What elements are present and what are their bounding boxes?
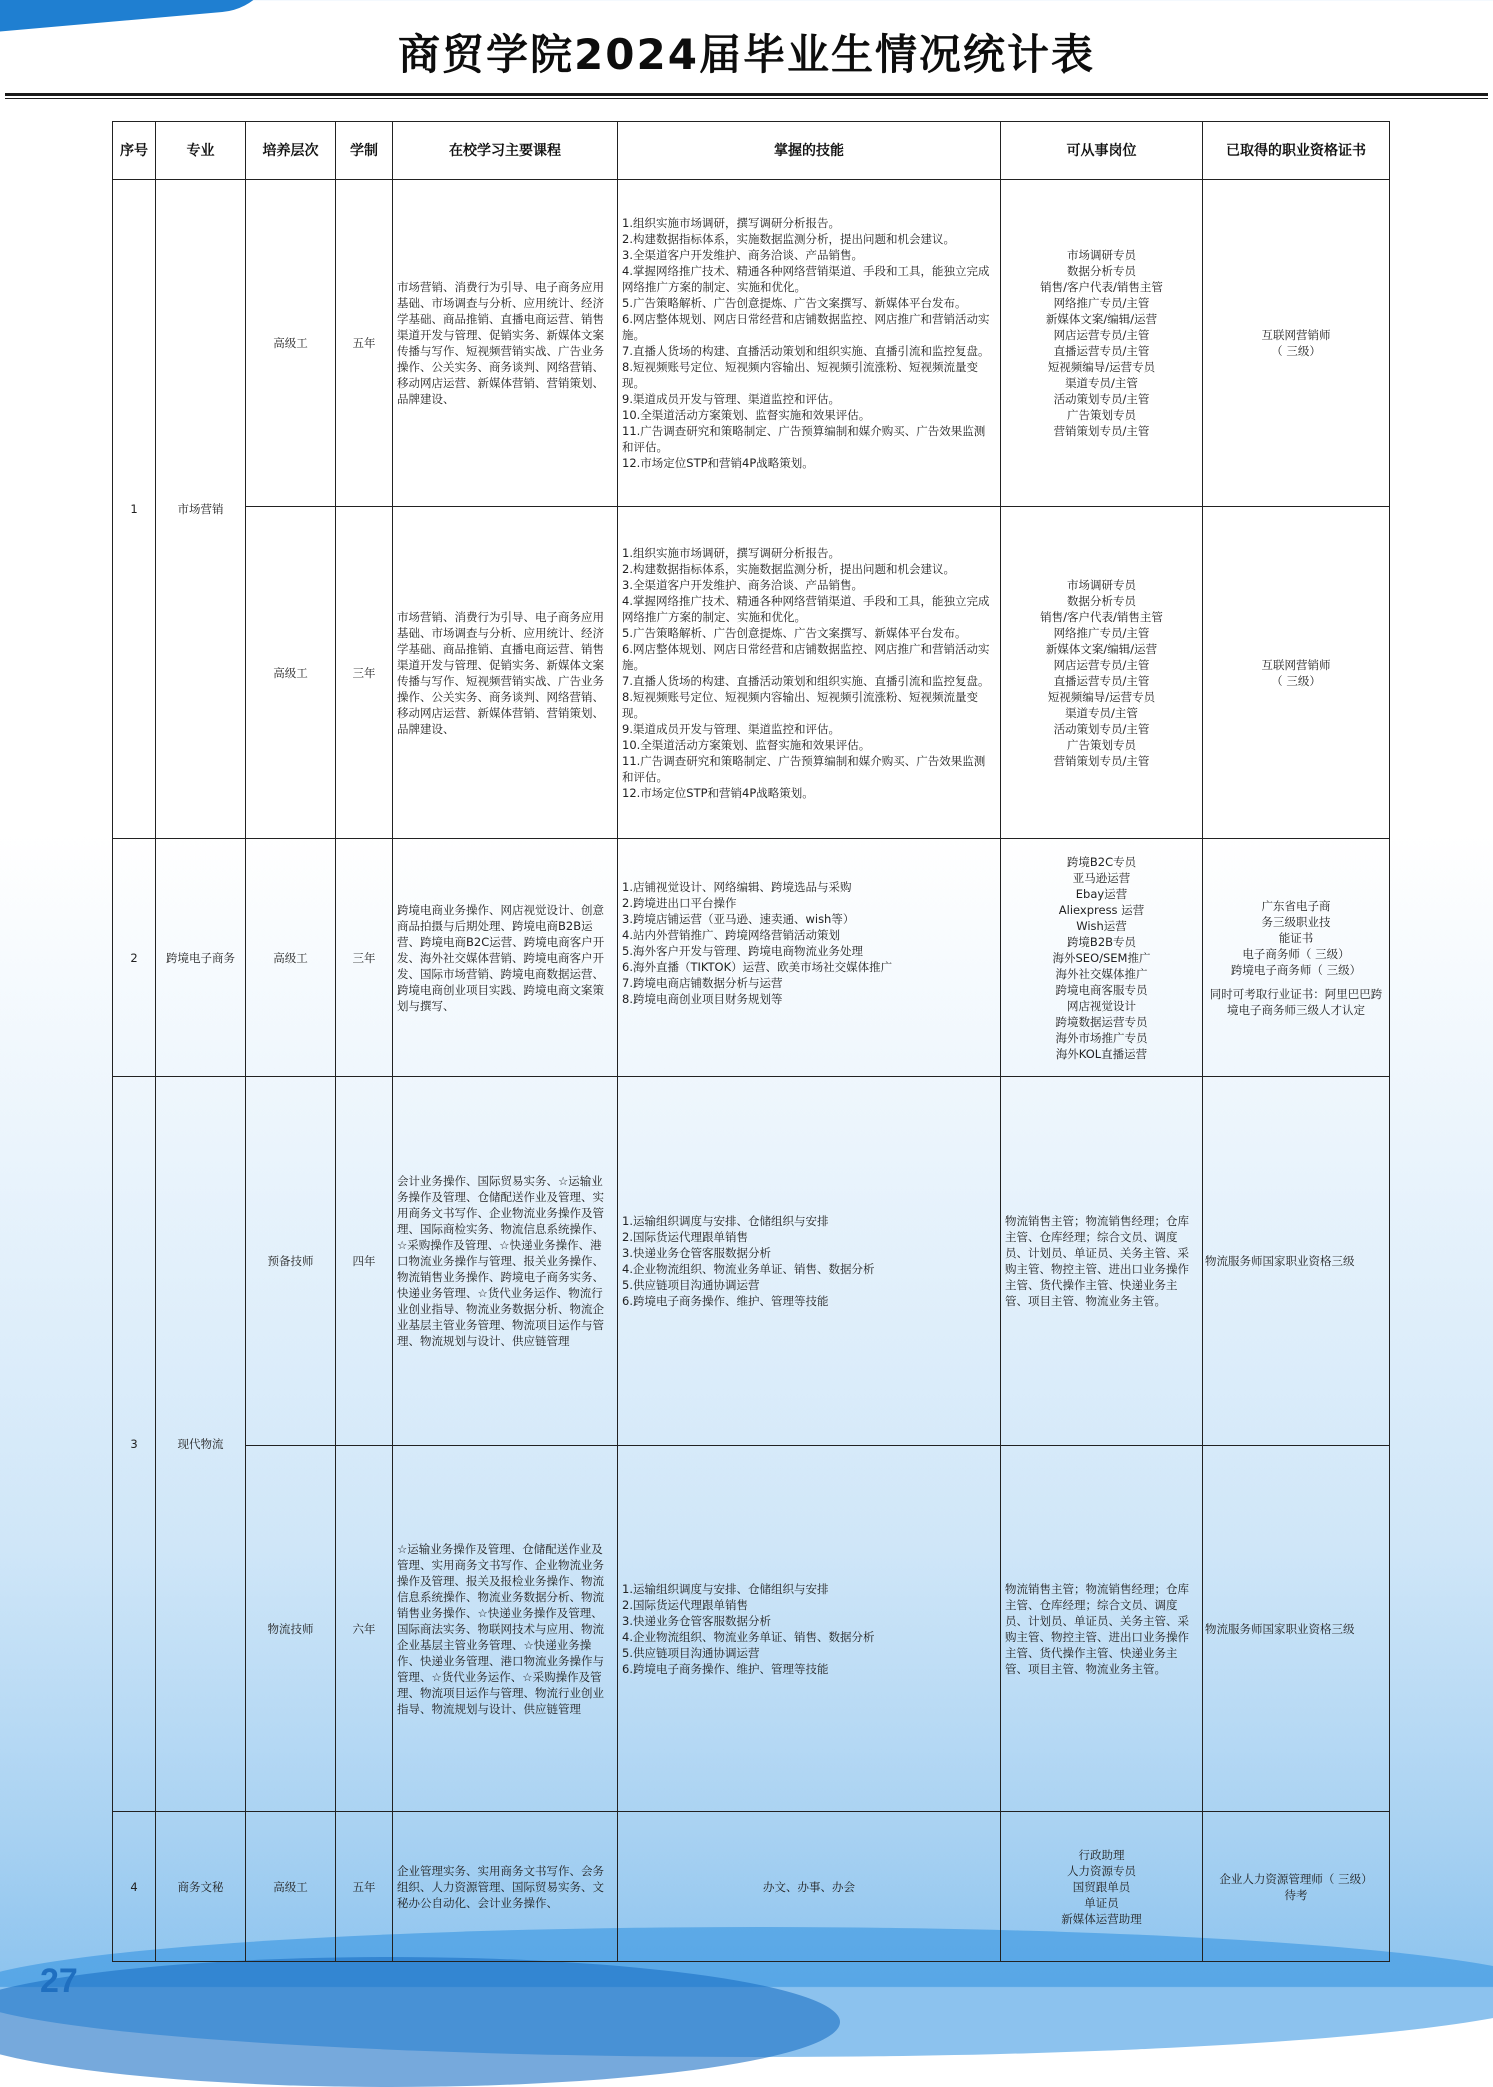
skill-item: 2.构建数据指标体系，实施数据监测分析，提出问题和机会建议。 [622, 561, 955, 576]
row-no: 2 [113, 839, 156, 1077]
cert-item: 广东省电子商 [1261, 898, 1331, 913]
job-item: 销售/客户代表/销售主管 [1040, 280, 1163, 294]
row-duration: 六年 [336, 1446, 393, 1812]
table-row [113, 1812, 1390, 1962]
skill-item: 5.供应链项目沟通协调运营 [622, 1645, 760, 1660]
skill-item: 1.运输组织调度与安排、仓储组织与安排 [622, 1214, 829, 1228]
header-level: 培养层次 [246, 122, 336, 180]
skill-item: 7.直播人货场的构建、直播活动策划和组织实施、直播引流和监控复盘。 [622, 673, 990, 688]
header-major: 专业 [156, 122, 246, 180]
graduate-statistics-table [112, 121, 1390, 1962]
job-item: 网店视觉设计 [1067, 998, 1136, 1013]
skill-item: 1.运输组织调度与安排、仓储组织与安排 [622, 1581, 829, 1596]
table-row [113, 839, 1390, 1077]
row-level: 高级工 [246, 507, 336, 839]
job-item: 跨境数据运营专员 [1055, 1014, 1148, 1029]
row-certs: 物流服务师国家职业资格三级 [1203, 1446, 1390, 1812]
skill-item: 4.站内外营销推广、跨境网络营销活动策划 [622, 928, 840, 942]
skill-item: 4.掌握网络推广技术、精通各种网络营销渠道、手段和工具，能独立完成网络推广方案的制定、实施和优化。 [622, 264, 990, 294]
row-no: 1 [113, 180, 156, 839]
row-no: 4 [113, 1812, 156, 1962]
title-rule-thin [5, 98, 1488, 99]
job-item: 亚马逊运营 [1072, 870, 1131, 885]
skill-item: 3.全渠道客户开发维护、商务洽谈、产品销售。 [622, 248, 863, 262]
job-item: 活动策划专员/主管 [1053, 721, 1150, 736]
job-item: 跨境B2B专员 [1066, 934, 1137, 949]
cert-item: 电子商务师（ 三级） [1242, 946, 1350, 961]
skill-item: 3.全渠道客户开发维护、商务洽谈、产品销售。 [622, 577, 863, 592]
skill-item: 3.跨境店铺运营（亚马逊、速卖通、wish等） [622, 912, 855, 926]
row-skills [618, 180, 1001, 507]
row-jobs [1001, 180, 1203, 507]
row-certs [1203, 1812, 1390, 1962]
skill-item: 6.网店整体规划、网店日常经营和店铺数据监控、网店推广和营销活动实施。 [622, 641, 990, 672]
row-certs: 物流服务师国家职业资格三级 [1203, 1077, 1390, 1446]
skill-item: 1.组织实施市场调研，撰写调研分析报告。 [622, 216, 840, 230]
header-no: 序号 [113, 122, 156, 180]
row-courses: ☆运输业务操作及管理、仓储配送作业及管理、实用商务文书写作、企业物流业务操作及管理、报关及报检业务操作、物流信息系统操作、物流业务数据分析、物流销售业务操作、☆快递业务操作及管理、国际商法实务、物联网技术与应用、物流企业基层主管业务管理、☆快递业务操作、快递业务管理、港口物流业务操作与管理、☆货代业务运作、☆采购操作及管理、物流项目运作与管理、物流行业创业指导、物流规划与设计、供应链管理 [393, 1446, 618, 1812]
job-item: 市场调研专员 [1067, 248, 1136, 262]
cert-item [1207, 978, 1385, 986]
job-item: Aliexpress 运营 [1058, 902, 1145, 917]
skill-item: 2.构建数据指标体系，实施数据监测分析，提出问题和机会建议。 [622, 232, 955, 246]
skill-item: 1.店铺视觉设计、网络编辑、跨境选品与采购 [622, 880, 852, 894]
skill-item: 3.快递业务仓管客服数据分析 [622, 1613, 771, 1628]
row-major: 商务文秘 [156, 1812, 246, 1962]
row-duration: 五年 [336, 1812, 393, 1962]
table-row [113, 1446, 1390, 1812]
row-jobs [1001, 507, 1203, 839]
skill-item: 12.市场定位STP和营销4P战略策划。 [622, 456, 814, 470]
skill-item: 6.海外直播（TIKTOK）运营、欧美市场社交媒体推广 [622, 960, 893, 974]
job-item: 广告策划专员 [1067, 737, 1136, 752]
job-item: 海外SEO/SEM推广 [1052, 950, 1151, 965]
skill-item: 9.渠道成员开发与管理、渠道监控和评估。 [622, 392, 840, 406]
job-item: 数据分析专员 [1067, 264, 1136, 278]
row-jobs: 物流销售主管；物流销售经理；仓库主管、仓库经理；综合文员、调度员、计划员、单证员、关务主管、采购主管、物控主管、进出口业务操作主管、货代操作主管、快递业务主管、项目主管、物流业务主管。 [1001, 1446, 1203, 1812]
skill-item: 6.跨境电子商务操作、维护、管理等技能 [622, 1294, 829, 1308]
row-certs [1203, 507, 1390, 839]
job-item: 海外社交媒体推广 [1055, 966, 1148, 981]
cert-item: 能证书 [1278, 930, 1314, 945]
row-duration: 三年 [336, 507, 393, 839]
job-item: 海外市场推广专员 [1055, 1030, 1148, 1045]
skill-item: 9.渠道成员开发与管理、渠道监控和评估。 [622, 721, 840, 736]
row-level: 高级工 [246, 839, 336, 1077]
row-level: 预备技师 [246, 1077, 336, 1446]
bottom-wave-decoration-2 [0, 1957, 840, 2087]
header-skills: 掌握的技能 [618, 122, 1001, 180]
row-skills [618, 839, 1001, 1077]
skill-item: 2.国际货运代理跟单销售 [622, 1230, 748, 1244]
cert-item: （ 三级） [1271, 673, 1321, 688]
header-duration: 学制 [336, 122, 393, 180]
header-jobs: 可从事岗位 [1001, 122, 1203, 180]
skill-item: 5.供应链项目沟通协调运营 [622, 1278, 760, 1292]
skill-item: 1.组织实施市场调研，撰写调研分析报告。 [622, 545, 840, 560]
job-item: 直播运营专员/主管 [1053, 673, 1150, 688]
job-item: 跨境B2C专员 [1066, 854, 1137, 869]
job-item: 数据分析专员 [1067, 593, 1136, 608]
job-item: 广告策划专员 [1067, 408, 1136, 422]
job-item: 营销策划专员/主管 [1053, 753, 1150, 768]
skill-item: 5.广告策略解析、广告创意提炼、广告文案撰写、新媒体平台发布。 [622, 625, 967, 640]
skill-item: 2.跨境进出口平台操作 [622, 896, 737, 910]
job-item: 短视频编导/运营专员 [1047, 689, 1156, 704]
skill-item: 10.全渠道活动方案策划、监督实施和效果评估。 [622, 737, 871, 752]
job-item: 网络推广专员/主管 [1053, 296, 1150, 310]
row-duration: 三年 [336, 839, 393, 1077]
skill-item: 5.广告策略解析、广告创意提炼、广告文案撰写、新媒体平台发布。 [622, 296, 967, 310]
job-item: 国贸跟单员 [1072, 1879, 1131, 1894]
skill-item: 10.全渠道活动方案策划、监督实施和效果评估。 [622, 408, 871, 422]
skill-item: 8.短视频账号定位、短视频内容输出、短视频引流涨粉、短视频流量变现。 [622, 360, 978, 390]
cert-item: 互联网营销师 [1261, 657, 1331, 672]
row-courses: 会计业务操作、国际贸易实务、☆运输业务操作及管理、仓储配送作业及管理、实用商务文书写作、企业物流业务操作及管理、国际商检实务、物流信息系统操作、☆采购操作及管理、☆快递业务操作、港口物流业务操作与管理、报关业务操作、物流销售业务操作、跨境电子商务实务、快递业务管理、☆货代业务运作、物流行业创业指导、物流业务数据分析、物流企业基层主管业务管理、物流项目运作与管理、物流规划与设计、供应链管理 [393, 1077, 618, 1446]
row-certs [1203, 839, 1390, 1077]
job-item: 销售/客户代表/销售主管 [1040, 609, 1163, 624]
skill-item: 6.跨境电子商务操作、维护、管理等技能 [622, 1661, 829, 1676]
job-item: 直播运营专员/主管 [1053, 344, 1150, 358]
job-item: 网店运营专员/主管 [1053, 328, 1150, 342]
job-item: Wish运营 [1076, 918, 1127, 933]
row-level: 高级工 [246, 180, 336, 507]
cert-item: 待考 [1284, 1887, 1308, 1902]
job-item: 新媒体文案/编辑/运营 [1045, 312, 1158, 326]
skill-item: 2.国际货运代理跟单销售 [622, 1597, 748, 1612]
job-item: 活动策划专员/主管 [1053, 392, 1150, 406]
cert-item: 企业人力资源管理师（ 三级） [1219, 1871, 1373, 1886]
job-item: 渠道专员/主管 [1065, 376, 1138, 390]
cert-item: 跨境电子商务师（ 三级） [1230, 962, 1362, 977]
page-number: 27 [40, 1962, 78, 2000]
row-jobs [1001, 839, 1203, 1077]
job-item: 海外KOL直播运营 [1055, 1046, 1148, 1061]
row-duration: 四年 [336, 1077, 393, 1446]
skill-item: 7.跨境电商店铺数据分析与运营 [622, 976, 783, 990]
job-item: Ebay运营 [1075, 886, 1128, 901]
header-certs: 已取得的职业资格证书 [1203, 122, 1390, 180]
table-header-row [113, 122, 1390, 180]
page-title: 商贸学院2024届毕业生情况统计表 [398, 30, 1095, 79]
skill-item: 12.市场定位STP和营销4P战略策划。 [622, 785, 814, 800]
skill-item: 6.网店整体规划、网店日常经营和店铺数据监控、网店推广和营销活动实施。 [622, 312, 990, 342]
skill-item: 8.跨境电商创业项目财务规划等 [622, 992, 783, 1006]
row-courses: 市场营销、消费行为引导、电子商务应用基础、市场调查与分析、应用统计、经济学基础、商品推销、直播电商运营、销售渠道开发与管理、促销实务、新媒体文案传播与写作、短视频营销实战、广告业务操作、公关实务、商务谈判、网络营销、移动网店运营、新媒体营销、营销策划、品牌建设、 [393, 180, 618, 507]
job-item: 网络推广专员/主管 [1053, 625, 1150, 640]
cert-item: 互联网营销师 [1261, 328, 1331, 342]
cert-item: （ 三级） [1271, 344, 1321, 358]
skill-item: 7.直播人货场的构建、直播活动策划和组织实施、直播引流和监控复盘。 [622, 344, 990, 358]
cert-item: 务三级职业技 [1261, 914, 1331, 929]
job-item: 人力资源专员 [1067, 1863, 1136, 1878]
job-item: 营销策划专员/主管 [1053, 424, 1150, 438]
job-item: 市场调研专员 [1067, 577, 1136, 592]
row-courses: 跨境电商业务操作、网店视觉设计、创意商品拍摄与后期处理、跨境电商B2B运营、跨境电商B2C运营、跨境电商客户开发、海外社交媒体营销、跨境电商客户开发、国际市场营销、跨境电商数据运营、跨境电商创业项目实践、跨境电商文案策划与撰写、 [393, 839, 618, 1077]
row-major: 现代物流 [156, 1077, 246, 1812]
title-rule [5, 93, 1488, 96]
table-row [113, 1077, 1390, 1446]
skill-item: 3.快递业务仓管客服数据分析 [622, 1246, 771, 1260]
row-courses: 企业管理实务、实用商务文书写作、会务组织、人力资源管理、国际贸易实务、文秘办公自动化、会计业务操作、 [393, 1812, 618, 1962]
table-row [113, 507, 1390, 839]
job-item: 短视频编导/运营专员 [1047, 360, 1156, 374]
skill-item: 5.海外客户开发与管理、跨境电商物流业务处理 [622, 944, 863, 958]
row-skills [618, 1446, 1001, 1812]
skill-item: 11.广告调查研究和策略制定、广告预算编制和媒介购买、广告效果监测和评估。 [622, 424, 986, 454]
job-item: 新媒体文案/编辑/运营 [1045, 641, 1158, 656]
job-item: 单证员 [1084, 1895, 1119, 1910]
row-skills [618, 507, 1001, 839]
job-item: 网店运营专员/主管 [1053, 657, 1150, 672]
row-certs [1203, 180, 1390, 507]
job-item: 新媒体运营助理 [1061, 1911, 1142, 1926]
row-jobs: 物流销售主管；物流销售经理；仓库主管、仓库经理；综合文员、调度员、计划员、单证员、关务主管、采购主管、物控主管、进出口业务操作主管、货代操作主管、快递业务主管、项目主管、物流业务主管。 [1001, 1077, 1203, 1446]
job-item: 渠道专员/主管 [1065, 705, 1138, 720]
skill-item: 8.短视频账号定位、短视频内容输出、短视频引流涨粉、短视频流量变现。 [622, 689, 978, 720]
row-skills: 办文、办事、办会 [618, 1812, 1001, 1962]
row-level: 物流技师 [246, 1446, 336, 1812]
row-duration: 五年 [336, 180, 393, 507]
cert-item: 同时可考取行业证书：阿里巴巴跨境电子商务师三级人才认定 [1209, 986, 1383, 1017]
row-no: 3 [113, 1077, 156, 1812]
header-courses: 在校学习主要课程 [393, 122, 618, 180]
skill-item: 4.掌握网络推广技术、精通各种网络营销渠道、手段和工具，能独立完成网络推广方案的制定、实施和优化。 [622, 593, 990, 624]
job-item: 跨境电商客服专员 [1055, 982, 1148, 997]
skill-item: 4.企业物流组织、物流业务单证、销售、数据分析 [622, 1262, 875, 1276]
row-courses: 市场营销、消费行为引导、电子商务应用基础、市场调查与分析、应用统计、经济学基础、商品推销、直播电商运营、销售渠道开发与管理、促销实务、新媒体文案传播与写作、短视频营销实战、广告业务操作、公关实务、商务谈判、网络营销、移动网店运营、新媒体营销、营销策划、品牌建设、 [393, 507, 618, 839]
row-skills [618, 1077, 1001, 1446]
row-level: 高级工 [246, 1812, 336, 1962]
row-major: 市场营销 [156, 180, 246, 839]
job-item: 行政助理 [1078, 1847, 1125, 1862]
skill-item: 11.广告调查研究和策略制定、广告预算编制和媒介购买、广告效果监测和评估。 [622, 753, 986, 784]
row-major: 跨境电子商务 [156, 839, 246, 1077]
row-jobs [1001, 1812, 1203, 1962]
skill-item: 4.企业物流组织、物流业务单证、销售、数据分析 [622, 1629, 875, 1644]
table-row [113, 180, 1390, 507]
